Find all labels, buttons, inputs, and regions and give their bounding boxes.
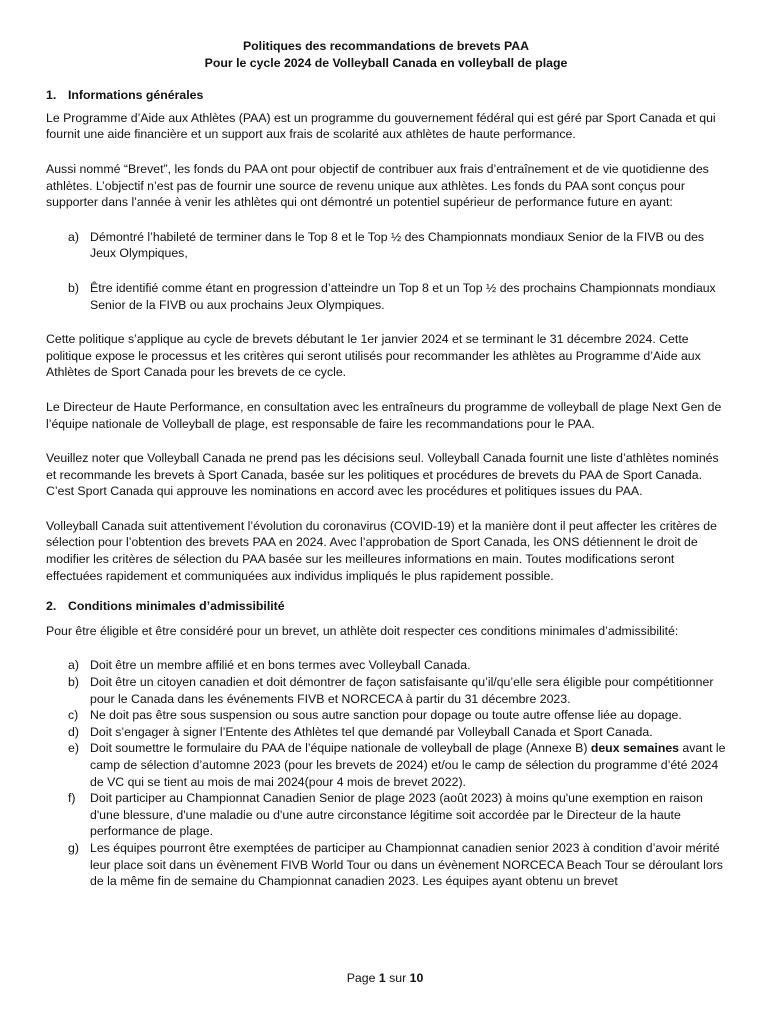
section-1-criteria-list [46, 229, 726, 313]
section-1-number: 1. [46, 88, 57, 103]
list-item [46, 740, 726, 790]
list-item-marker: a) [68, 229, 79, 244]
list-item [46, 280, 726, 313]
list-item-marker: g) [68, 840, 79, 855]
list-item-text: Être identifié comme étant en progression d’atteindre un Top 8 et un Top ½ des prochains Championnats mondiaux Senior de la FIVB ou aux prochains Jeux Olympiques. [90, 280, 716, 312]
list-item [46, 229, 726, 262]
list-item-text: Démontré l’habileté de terminer dans le Top 8 et le Top ½ des Championnats mondiaux Senior de la FIVB ou des Jeux Olympiques, [90, 229, 705, 261]
section-2-number: 2. [46, 599, 57, 614]
section-1-paragraph-3: Cette politique s’applique au cycle de brevets débutant le 1er janvier 2024 et se terminant le 31 décembre 2024. Cette politique expose le processus et les critères qui seront utilisés pour recommander les athlètes au Programme d’Aide aux Athlètes de Sport Canada pour les brevets de ce cycle. [46, 332, 701, 380]
list-item [46, 790, 726, 840]
list-item [46, 840, 726, 890]
list-item-text: Ne doit pas être sous suspension ou sous autre sanction pour dopage ou toute autre offense liée au dopage. [90, 708, 682, 723]
list-item-marker: e) [68, 741, 79, 756]
list-item-text-emphasis: deux semaines [590, 741, 680, 756]
document-title-line-1: Politiques des recommandations de brevets PAA [242, 39, 530, 53]
list-item-marker: b) [68, 280, 79, 295]
list-item-text-before: Doit soumettre le formulaire du PAA de l’équipe nationale de volleyball de plage (Annexe B) [90, 741, 591, 756]
section-2-heading [46, 598, 726, 615]
section-1-paragraph-2: Aussi nommé “Brevet”, les fonds du PAA ont pour objectif de contribuer aux frais d’entraînement et de vie quotidienne des athlètes. L’objectif n’est pas de fournir une source de revenu unique aux athlètes. Les fonds du PAA sont conçus pour supporter dans l’année à venir les athlètes qui ont démontré un potentiel supérieur de performance future en ayant: [46, 161, 709, 210]
list-item [46, 674, 726, 707]
section-2-conditions-list [46, 657, 726, 889]
list-item [46, 724, 726, 741]
section-1-paragraph-4: Le Directeur de Haute Performance, en consultation avec les entraîneurs du programme de volleyball de plage Next Gen de l’équipe nationale de Volleyball de plage, est responsable de faire les recommandations pour le PAA. [46, 399, 722, 431]
page-footer [0, 971, 770, 985]
list-item-text: Les équipes pourront être exemptées de participer au Championnat canadien senior 2023 à condition d’avoir mérité leur place soit dans un évènement FIVB World Tour ou dans un évènement NORCECA Beach Tour se déroulant lors de la même fin de semaine du Championnat canadien 2023. Les équipes ayant obtenu un brevet [90, 840, 723, 889]
section-2-intro: Pour être éligible et être considéré pour un brevet, un athlète doit respecter ces conditions minimales d’admissibilité: [46, 623, 679, 638]
section-2-title: Conditions minimales d’admissibilité [68, 599, 285, 614]
list-item-text: Doit être un membre affilié et en bons termes avec Volleyball Canada. [90, 658, 471, 673]
section-1-paragraph-6: Volleyball Canada suit attentivement l’évolution du coronavirus (COVID-19) et la manière dont il peut affecter les critères de sélection pour l’obtention des brevets PAA en 2024. Avec l’approbation de Sport Canada, les ONS détiennent le droit de modifier les critères de sélection du PAA basée sur les meilleures informations en main. Toutes modifications seront effectuées rapidement et communiquées aux individus impliqués le plus rapidement possible. [46, 518, 717, 583]
document-content [46, 38, 726, 890]
list-item-marker: f) [68, 791, 76, 806]
section-1-paragraph-5: Veuillez noter que Volleyball Canada ne prend pas les décisions seul. Volleyball Canada fournit une liste d’athlètes nominés et recommande les brevets à Sport Canada, basée sur les politiques et procédures de brevets du PAA de Sport Canada. C’est Sport Canada qui approuve les nominations en accord avec les procédures et politiques issues du PAA. [46, 451, 719, 499]
page-total: 10 [409, 971, 424, 985]
document-title-line-2: Pour le cycle 2024 de Volleyball Canada en volleyball de plage [204, 55, 568, 70]
list-item-marker: a) [68, 658, 79, 673]
list-item-text [90, 740, 726, 790]
page-of-label: sur [389, 971, 407, 985]
list-item-marker: c) [68, 708, 79, 723]
list-item-marker: b) [68, 675, 79, 690]
list-item-text-after: avant le camp de sélection d’automne 2023 (pour les brevets de 2024) et/ou le camp de sélection du programme d’été 2024 de VC qui se tient au mois de mai 2024(pour 4 mois de brevet 2022). [90, 741, 726, 789]
list-item [46, 657, 726, 674]
list-item-text: Doit participer au Championnat Canadien Senior de plage 2023 (août 2023) à moins qu'une exemption en raison d'une blessure, d'une maladie ou d'une autre circonstance légitime soit accordée par le Directeur de la haute performance de plage. [90, 791, 703, 839]
section-1-title: Informations générales [68, 88, 204, 103]
page-number: 1 [378, 971, 386, 985]
list-item-text: Doit être un citoyen canadien et doit démontrer de façon satisfaisante qu’il/qu’elle sera éligible pour compétitionner pour le Canada dans les événements FIVB et NORCECA à partir du 31 décembre 2023. [90, 675, 714, 706]
list-item-text: Doit s’engager à signer l’Entente des Athlètes tel que demandé par Volleyball Canada et Sport Canada. [90, 724, 653, 739]
section-1-paragraph-1: Le Programme d’Aide aux Athlètes (PAA) est un programme du gouvernement fédéral qui est géré par Sport Canada et qui fournit une aide financière et un support aux frais de scolarité aux athlètes de haute performance. [46, 110, 716, 142]
section-1-heading [46, 87, 726, 104]
list-item-marker: d) [68, 724, 79, 739]
page-label: Page [346, 971, 376, 985]
list-item [46, 707, 726, 724]
